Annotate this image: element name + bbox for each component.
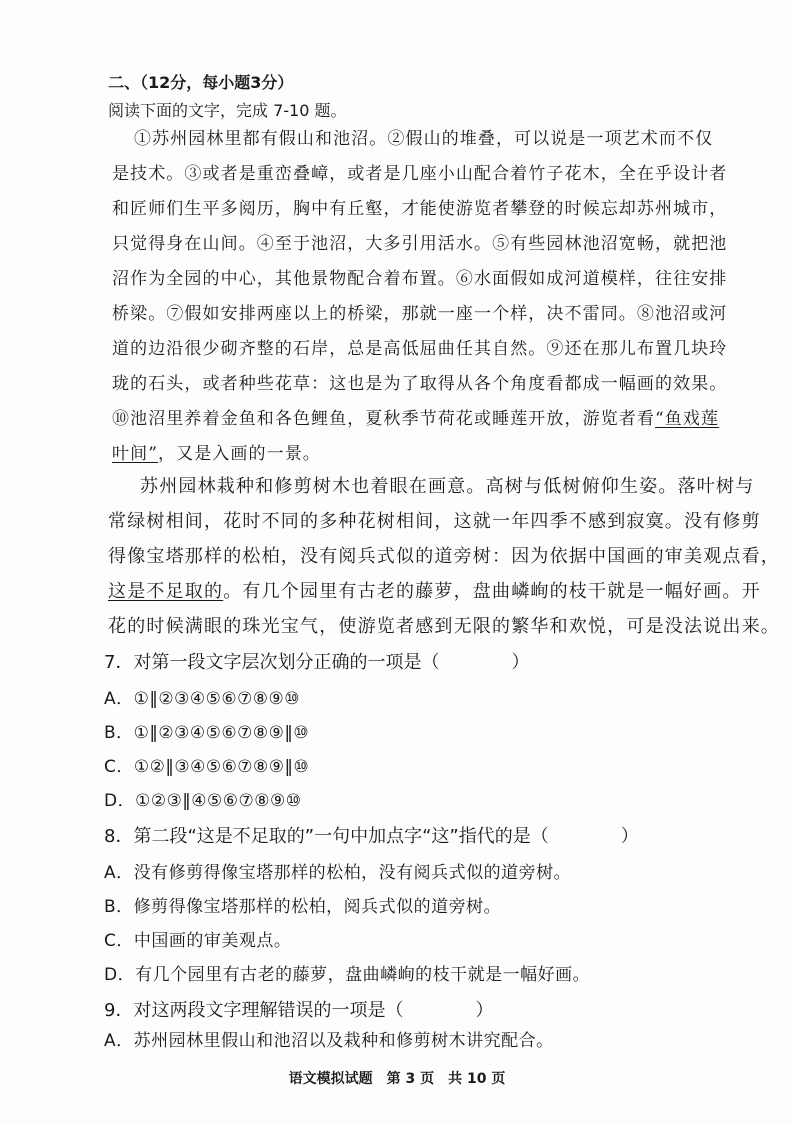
- question-9: 9．对这两段文字理解错误的一项是（ ）: [104, 1000, 494, 1021]
- passage-p1-line-9: [112, 408, 719, 430]
- underlined-phrase-zhe-shi-bu-zu-qu-de: 这是不足取的: [108, 581, 224, 602]
- question-8: 8．第二段“这是不足取的”一句中加点字“这”指代的是（ ）: [104, 826, 639, 847]
- q8-option-a: A．没有修剪得像宝塔那样的松柏，没有阅兵式似的道旁树。: [104, 863, 572, 883]
- passage-p2-line-5: 花的时候满眼的珠光宝气，使游览者感到无限的繁华和欢悦，可是没法说出来。: [108, 616, 780, 637]
- question-7: 7．对第一段文字层次划分正确的一项是（ ）: [104, 652, 530, 673]
- q8-option-d: D．有几个园里有古老的藤萝，盘曲嶙峋的枝干就是一幅好画。: [104, 965, 591, 985]
- passage-p1-line-1: ①苏州园林里都有假山和池沼。②假山的堆叠，可以说是一项艺术而不仅: [134, 129, 714, 149]
- passage-p1-line-10-text: ，又是入画的一景。: [158, 444, 321, 464]
- section-title: 二、（12分，每小题3分）: [108, 73, 294, 92]
- passage-p1-line-10: [112, 443, 321, 465]
- q7-option-c: C．①②‖③④⑤⑥⑦⑧⑨‖⑩: [104, 757, 310, 777]
- passage-p1-line-8: 珑的石头，或者种些花草：这也是为了取得从各个角度看都成一幅画的效果。: [112, 374, 728, 394]
- passage-p1-line-5: 沼作为全园的中心，其他景物配合着布置。⑥水面假如成河道模样，往往安排: [112, 269, 728, 289]
- reading-instruction: 阅读下面的文字，完成 7-10 题。: [108, 101, 347, 120]
- passage-p1-line-9-text: ⑩池沼里养着金鱼和各色鲤鱼，夏秋季节荷花或睡莲开放，游览者看: [112, 409, 655, 429]
- passage-p2-line-3: 得像宝塔那样的松柏，没有阅兵式似的道旁树：因为依据中国画的审美观点看，: [108, 546, 780, 567]
- underlined-phrase-ye-jian: 叶间”: [112, 444, 158, 464]
- q9-option-a: A．苏州园林里假山和池沼以及栽种和修剪树木讲究配合。: [104, 1031, 554, 1051]
- passage-p1-line-3: 和匠师们生平多阅历，胸中有丘壑，才能使游览者攀登的时候忘却苏州城市，: [112, 199, 728, 219]
- passage-p2-line-2: 常绿树相间，花时不同的多种花树相间，这就一年四季不感到寂寞。没有修剪: [108, 511, 761, 532]
- q8-option-c: C．中国画的审美观点。: [104, 931, 292, 951]
- q7-option-d: D．①②③‖④⑤⑥⑦⑧⑨⑩: [104, 791, 302, 811]
- passage-p2-line-4-text: 。有几个园里有古老的藤萝，盘曲嶙峋的枝干就是一幅好画。开: [223, 581, 761, 602]
- q7-option-b: B．①‖②③④⑤⑥⑦⑧⑨‖⑩: [104, 723, 310, 743]
- underlined-phrase-yu-xi-lian: “鱼戏莲: [655, 409, 720, 429]
- passage-p1-line-4: 只觉得身在山间。④至于池沼，大多引用活水。⑤有些园林池沼宽畅，就把池: [112, 234, 728, 254]
- passage-p1-line-7: 道的边沿很少砌齐整的石岸，总是高低屈曲任其自然。⑨还在那儿布置几块玲: [112, 339, 728, 359]
- page-footer: 语文模拟试题 第 3 页 共 10 页: [288, 1071, 506, 1087]
- passage-p1-line-2: 是技术。③或者是重峦叠嶂，或者是几座小山配合着竹子花木，全在乎设计者: [112, 164, 728, 184]
- q7-option-a: A．①‖②③④⑤⑥⑦⑧⑨⑩: [104, 689, 301, 709]
- q8-option-b: B．修剪得像宝塔那样的松柏，阅兵式似的道旁树。: [104, 897, 502, 917]
- passage-p2-line-1: 苏州园林栽种和修剪树木也着眼在画意。高树与低树俯仰生姿。落叶树与: [140, 476, 755, 497]
- passage-p2-line-4: [108, 581, 761, 603]
- passage-p1-line-6: 桥梁。⑦假如安排两座以上的桥梁，那就一座一个样，决不雷同。⑧池沼或河: [112, 304, 728, 324]
